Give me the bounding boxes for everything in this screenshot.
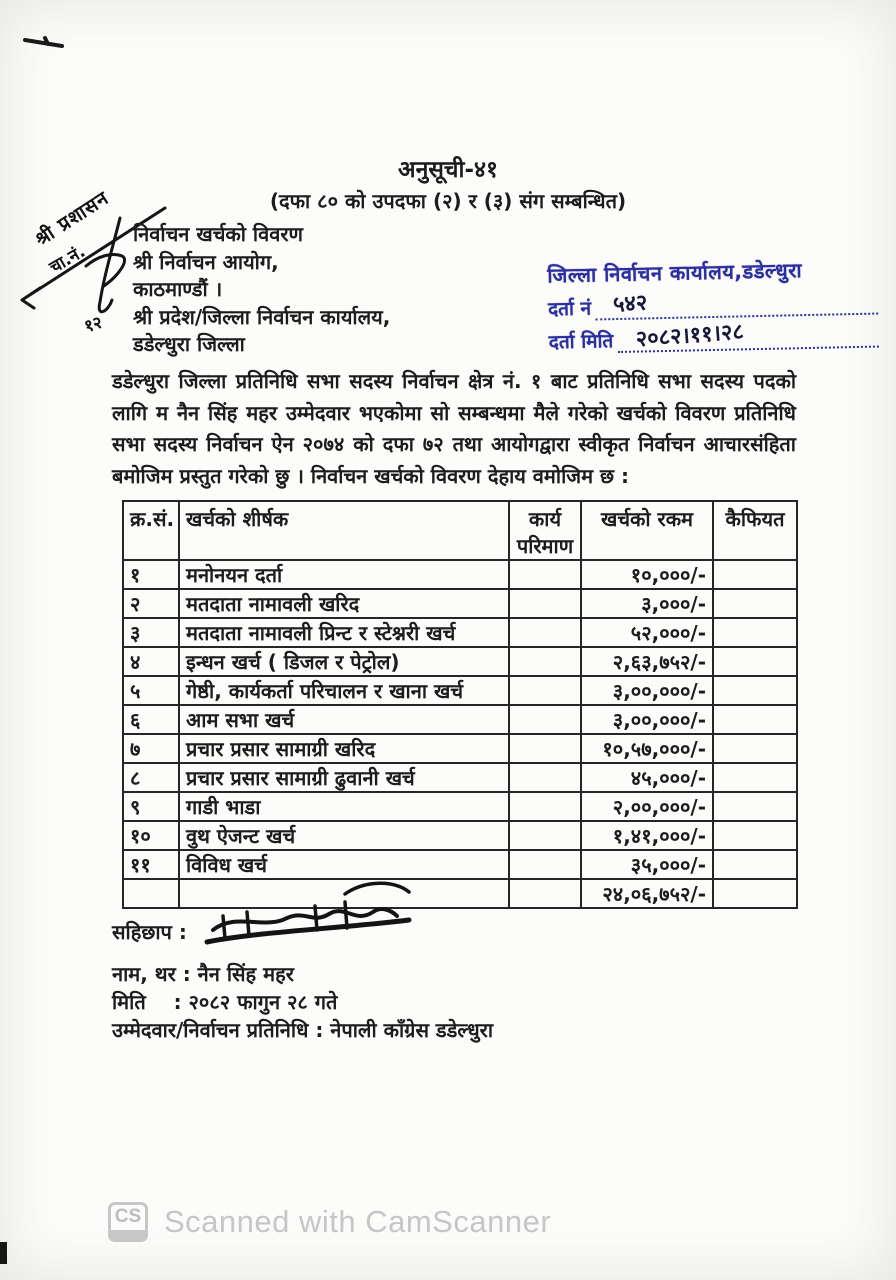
cell-remarks <box>713 560 797 589</box>
cell-quantity <box>509 792 581 821</box>
address-block <box>133 221 390 359</box>
table-row <box>123 647 797 676</box>
cell-remarks <box>713 850 797 879</box>
cell-sn: ८ <box>123 763 179 792</box>
cell-quantity <box>509 676 581 705</box>
table-row <box>123 850 797 879</box>
cell-quantity <box>509 734 581 763</box>
cell-remarks <box>713 821 797 850</box>
table-row <box>123 792 797 821</box>
table-row <box>123 763 797 792</box>
cell-amount: १,४१,०००/- <box>581 821 713 850</box>
cell-title: मतदाता नामावली प्रिन्ट र स्टेश्नरी खर्च <box>179 618 509 647</box>
table-row <box>123 734 797 763</box>
table-row <box>123 676 797 705</box>
camscanner-watermark <box>108 1202 551 1242</box>
cell-quantity <box>509 763 581 792</box>
cell-sn: ६ <box>123 705 179 734</box>
cell-title: मतदाता नामावली खरिद <box>179 589 509 618</box>
table-row <box>123 618 797 647</box>
margin-handwriting-line2: चा.नं. <box>46 241 89 278</box>
cell-remarks <box>713 647 797 676</box>
cell-title: आम सभा खर्च <box>179 705 509 734</box>
stamp-registration-number-line <box>548 289 878 322</box>
cell-quantity <box>509 647 581 676</box>
header-remarks: कैफियत <box>713 501 797 560</box>
cell-quantity <box>509 705 581 734</box>
cell-quantity <box>509 618 581 647</box>
date-line: मिति : २०८२ फागुन २८ गते <box>112 990 338 1014</box>
address-line: डडेल्धुरा जिल्ला <box>133 332 245 356</box>
header-work-quantity: कार्य परिमाण <box>509 501 581 560</box>
stamp-reg-no-label: दर्ता नं <box>547 297 592 321</box>
ink-mark <box>0 0 120 70</box>
cell-title: मनोनयन दर्ता <box>179 560 509 589</box>
form-subtitle: (दफा ८० को उपदफा (२) र (३) संग सम्बन्धित) <box>269 189 627 213</box>
table-row <box>123 560 797 589</box>
cell-remarks <box>713 589 797 618</box>
cell-sn: २ <box>123 589 179 618</box>
cell-amount: १०,५७,०००/- <box>581 734 713 763</box>
header-serial-number: क्र.सं. <box>123 501 179 560</box>
margin-handwriting-line3: १२ <box>81 312 105 338</box>
cell-amount: ५२,०००/- <box>581 618 713 647</box>
cell-title: विविध खर्च <box>179 850 509 879</box>
cell-remarks <box>713 705 797 734</box>
cell-sn: १ <box>123 560 179 589</box>
address-line: काठमाण्डौं । <box>133 277 223 301</box>
cell-remarks <box>713 618 797 647</box>
cell-remarks <box>713 734 797 763</box>
stamp-reg-no-handwritten-value: ५४२ <box>612 290 649 318</box>
form-title: अनुसूची-४१ <box>398 157 498 183</box>
cell-total-amount: २४,०६,७५२/- <box>581 879 713 908</box>
address-line: श्री प्रदेश/जिल्ला निर्वाचन कार्यालय, <box>133 304 391 329</box>
cell-quantity <box>509 589 581 618</box>
table-row <box>123 589 797 618</box>
address-line: श्री निर्वाचन आयोग, <box>133 249 279 274</box>
cell-sn: १० <box>123 821 179 850</box>
cell-quantity <box>509 850 581 879</box>
cell-sn: ५ <box>123 676 179 705</box>
camscanner-watermark-text: Scanned with CamScanner <box>164 1204 552 1239</box>
camscanner-icon-bar <box>111 1230 145 1239</box>
table-row <box>123 821 797 850</box>
header-expense-title: खर्चको शीर्षक <box>179 501 509 560</box>
table-row <box>123 705 797 734</box>
cell-amount: २,००,०००/- <box>581 792 713 821</box>
margin-handwriting-line1: श्री प्रशासन <box>31 187 113 251</box>
cell-title: प्रचार प्रसार सामाग्री ढुवानी खर्च <box>179 763 509 792</box>
cell-amount: २,६३,७५२/- <box>581 647 713 676</box>
name-line: नाम, थर : नैन सिंह महर <box>112 962 294 986</box>
signature-block <box>112 960 493 1044</box>
table-total-row <box>123 879 797 908</box>
scan-edge-artifact <box>0 1242 7 1264</box>
cell-amount: ३,००,०००/- <box>581 676 713 705</box>
cell-amount: ३,००,०००/- <box>581 705 713 734</box>
cell-sn-empty <box>123 879 179 908</box>
stamp-reg-date-dotted-line <box>617 319 879 353</box>
cell-amount: १०,०००/- <box>581 560 713 589</box>
stamp-office-name: जिल्ला निर्वाचन कार्यालय,डडेल्धुरा <box>547 258 803 288</box>
cell-quantity <box>509 560 581 589</box>
cell-title: गाडी भाडा <box>179 792 509 821</box>
cell-amount: ३,०००/- <box>581 589 713 618</box>
cell-title-empty <box>179 879 509 908</box>
registration-stamp <box>547 255 879 355</box>
camscanner-icon-letters: CS <box>114 1206 142 1227</box>
cell-remarks <box>713 763 797 792</box>
candidate-line: उम्मेदवार/निर्वाचन प्रतिनिधि : नेपाली काँग्रेस डडेल्धुरा <box>112 1018 493 1042</box>
cell-title: गेष्ठी, कार्यकर्ता परिचालन र खाना खर्च <box>179 676 509 705</box>
cell-amount: ३५,०००/- <box>581 850 713 879</box>
stamp-reg-date-label: दर्ता मिति <box>548 330 614 354</box>
address-heading: निर्वाचन खर्चको विवरण <box>133 222 303 246</box>
cell-title: वुथ ऐजन्ट खर्च <box>179 821 509 850</box>
cell-sn: ३ <box>123 618 179 647</box>
stamp-reg-date-handwritten-value: २०८२।११।२८ <box>634 319 745 353</box>
cell-quantity-empty <box>509 879 581 908</box>
cell-title: इन्धन खर्च ( डिजल र पेट्रोल) <box>179 647 509 676</box>
cell-remarks <box>713 792 797 821</box>
camscanner-icon <box>108 1202 148 1242</box>
cell-remarks <box>713 676 797 705</box>
stamp-registration-date-line <box>548 319 878 355</box>
cell-quantity <box>509 821 581 850</box>
table-header-row <box>123 501 797 560</box>
cell-sn: ११ <box>123 850 179 879</box>
cell-sn: ४ <box>123 647 179 676</box>
seal-label: सहिछाप : <box>112 920 187 944</box>
cell-title: प्रचार प्रसार सामाग्री खरिद <box>179 734 509 763</box>
cell-sn: ७ <box>123 734 179 763</box>
expense-table <box>122 500 798 909</box>
cell-amount: ४५,०००/- <box>581 763 713 792</box>
header-expense-amount: खर्चको रकम <box>581 501 713 560</box>
cell-sn: ९ <box>123 792 179 821</box>
cell-remarks-empty <box>713 879 797 908</box>
declaration-paragraph: डडेल्धुरा जिल्ला प्रतिनिधि सभा सदस्य निर्वाचन क्षेत्र नं. १ बाट प्रतिनिधि सभा सदस्य पदको लागि म नैन सिंह महर उम्मेदवार भएकोमा सो सम्बन्धमा मैले गरेको खर्चको विवरण प्रतिनिधि सभा सदस्य निर्वाचन ऐन २०७४ को दफा ७२ तथा आयोगद्वारा स्वीकृत निर्वाचन आचारसंहिता बमोजिम प्रस्तुत गरेको छु । निर्वाचन खर्चको विवरण देहाय वमोजिम छ : <box>112 369 796 488</box>
